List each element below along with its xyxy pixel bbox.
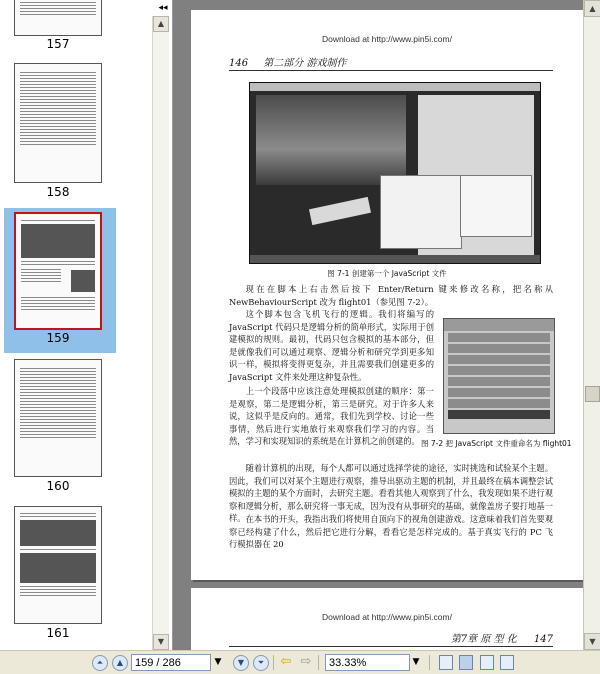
scroll-down-icon[interactable]: ▼	[584, 633, 600, 650]
page-number-input[interactable]	[131, 654, 211, 671]
document-page-146	[191, 10, 583, 580]
paragraph: 上一个段落中应该注意处理模拟创建的顺序：第一是观察，第二是逻辑分析，第三是研究。对于许多人来说，这似乎是反向的。通常，我们先到学校、讨论一些事情，然后进行实地旅行来观察我们学习的内容。当然，学习和实现知识的系统是在计算机之前创建的。	[229, 386, 434, 447]
page-header-url: Download at http://www.pin5i.com/	[322, 612, 452, 622]
back-icon[interactable]: ⇦	[280, 654, 292, 669]
toolbar-separator	[429, 655, 430, 670]
thumbnail-page-158[interactable]	[14, 63, 102, 183]
next-page-icon[interactable]: ▼	[233, 655, 249, 671]
scroll-down-icon[interactable]: ▼	[153, 634, 169, 650]
first-page-icon[interactable]: ⏶	[92, 655, 108, 671]
page-number: 146	[229, 58, 249, 69]
header-rule	[229, 70, 553, 71]
thumbnail-label: 160	[46, 479, 70, 493]
zoom-input[interactable]	[325, 654, 410, 671]
single-page-view-icon[interactable]	[439, 655, 453, 670]
thumbnail-page-161[interactable]	[14, 506, 102, 624]
facing-pages-view-icon[interactable]	[480, 655, 494, 670]
figure-unity-screenshot	[249, 82, 541, 264]
scrollbar-thumb[interactable]	[585, 386, 600, 402]
document-page-147	[191, 588, 583, 650]
paragraph: 现在在脚本上右击然后按下 Enter/Return 键来修改名称，把名称从 NewBehaviourScript 改为 flight01（参见图 7-2）。	[229, 284, 553, 307]
page-header-url: Download at http://www.pin5i.com/	[322, 34, 452, 44]
running-head	[451, 630, 553, 645]
thumbnail-sidebar	[0, 0, 173, 650]
running-title: 第7章 原 型 化	[450, 634, 517, 645]
navigation-toolbar	[0, 650, 600, 674]
page-number: 147	[533, 634, 553, 645]
running-head	[229, 54, 346, 69]
thumbnail-label: 159	[46, 331, 70, 345]
scroll-up-icon[interactable]: ▲	[153, 16, 169, 32]
running-title: 第二部分 游戏制作	[263, 58, 347, 69]
thumbnail-label: 157	[46, 37, 70, 51]
thumbnail-label: 161	[46, 626, 70, 640]
paragraph: 随着计算机的出现，每个人都可以通过选择学徒的途径，实时挑选和试验某个主题。因此，我们可以对某个主题进行观察，推导出驱动主题的机制，并且最终在稿本调整尝试模拟的主题的某个方面时，去研究主题。看看其他人观察到了什么，我发现如果不进行观察和逻辑分析，那么研究将一事无成，因为没有从事研究的基础，就像盖房子要打地基一样。	[229, 463, 553, 524]
document-view[interactable]	[173, 0, 600, 650]
scroll-up-icon[interactable]: ▲	[584, 0, 600, 17]
forward-icon[interactable]: ⇨	[300, 654, 312, 669]
page-dropdown-icon[interactable]: ▼	[214, 657, 222, 667]
thumbnail-page-159[interactable]	[14, 212, 102, 330]
sidebar-scrollbar[interactable]	[152, 16, 169, 650]
paragraph: 这个脚本包含飞机飞行的逻辑。我们将编写的 JavaScript 代码只是逻辑分析的简单形式，实际用于创建模拟的规则。最初，代码只包含模拟的基本部分，但是就像我们可以通过观察、逻辑分析和研究学到更多知识一样，模拟将变得更复杂，并且需要我们创建更多的 JavaScript 文件来处理这种复杂性。	[229, 309, 434, 382]
thumbnail-page-157[interactable]	[14, 0, 102, 36]
thumbnail-list	[0, 0, 152, 650]
zoom-dropdown-icon[interactable]: ▼	[412, 657, 420, 667]
last-page-icon[interactable]: ⏷	[253, 655, 269, 671]
continuous-facing-view-icon[interactable]	[500, 655, 514, 670]
document-scrollbar[interactable]	[583, 0, 600, 650]
thumbnail-page-160[interactable]	[14, 359, 102, 477]
paragraph: 在本书的开头，我指出我们将使用自顶向下的视角创建游戏。这意味着我们首先要观察已经构建了什么，然后把它进行分解，看看它是怎样完成的。基于真实飞行的 PC 飞行模拟器在 20	[229, 514, 553, 550]
figure2-caption: 图 7-2 把 JavaScript 文件重命名为 flight01	[421, 439, 572, 448]
continuous-view-icon[interactable]	[459, 655, 473, 670]
header-rule	[229, 646, 553, 647]
toolbar-separator	[318, 655, 319, 670]
toolbar-separator	[273, 655, 274, 670]
figure-project-panel	[443, 318, 555, 434]
thumbnail-label: 158	[46, 185, 70, 199]
collapse-sidebar-icon[interactable]: ◂◂	[158, 3, 168, 13]
previous-page-icon[interactable]: ▲	[112, 655, 128, 671]
figure1-caption: 图 7-1 创建第一个 JavaScript 文件	[327, 269, 447, 278]
